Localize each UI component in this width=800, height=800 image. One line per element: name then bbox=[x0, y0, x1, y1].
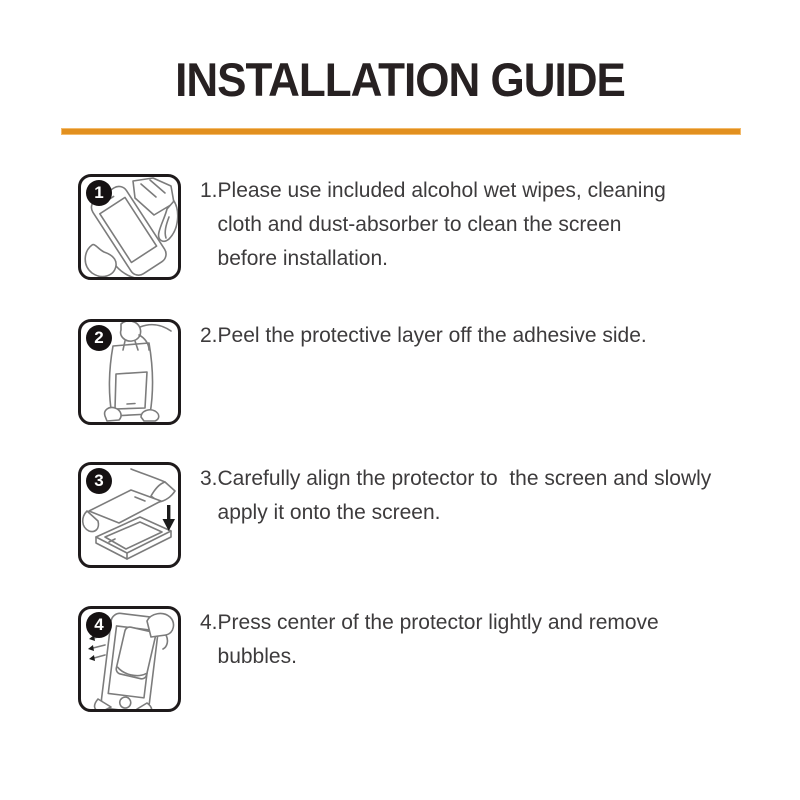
step-row-4 bbox=[78, 606, 745, 712]
step1-illustration-box bbox=[78, 174, 181, 280]
step2-lines bbox=[218, 319, 745, 353]
step1-line: before installation. bbox=[217, 247, 388, 270]
step-row-3 bbox=[78, 462, 745, 568]
step4-text bbox=[200, 606, 745, 674]
step2-line: Peel the protective layer off the adhesive side. bbox=[217, 324, 647, 347]
step3-prefix: 3. bbox=[200, 467, 218, 490]
step1-number-badge: 1 bbox=[86, 180, 112, 206]
step1-prefix: 1. bbox=[200, 179, 218, 202]
step1-line: cloth and dust-absorber to clean the screen bbox=[217, 213, 622, 236]
step4-number-badge: 4 bbox=[86, 612, 112, 638]
step2-number-badge: 2 bbox=[86, 325, 112, 351]
step3-illustration-box bbox=[78, 462, 181, 568]
step3-line: Carefully align the protector to the screen and slowly bbox=[217, 467, 712, 490]
step3-text bbox=[200, 462, 745, 530]
step2-illustration-box bbox=[78, 319, 181, 425]
step2-prefix: 2. bbox=[200, 324, 218, 347]
step4-prefix: 4. bbox=[200, 611, 218, 634]
step2-text bbox=[200, 319, 745, 353]
accent-divider bbox=[62, 129, 740, 134]
step3-line: apply it onto the screen. bbox=[217, 501, 441, 524]
step1-text bbox=[200, 174, 745, 276]
page-title: INSTALLATION GUIDE bbox=[175, 54, 625, 107]
step3-number-badge: 3 bbox=[86, 468, 112, 494]
step-row-2 bbox=[78, 319, 745, 425]
step4-lines bbox=[218, 606, 745, 674]
step1-line: Please use included alcohol wet wipes, cleaning bbox=[217, 179, 666, 202]
step3-lines bbox=[218, 462, 745, 530]
step4-line: bubbles. bbox=[217, 645, 297, 668]
step4-line: Press center of the protector lightly and remove bbox=[217, 611, 659, 634]
step4-illustration-box bbox=[78, 606, 181, 712]
step1-lines bbox=[218, 174, 745, 276]
step-row-1 bbox=[78, 174, 745, 280]
